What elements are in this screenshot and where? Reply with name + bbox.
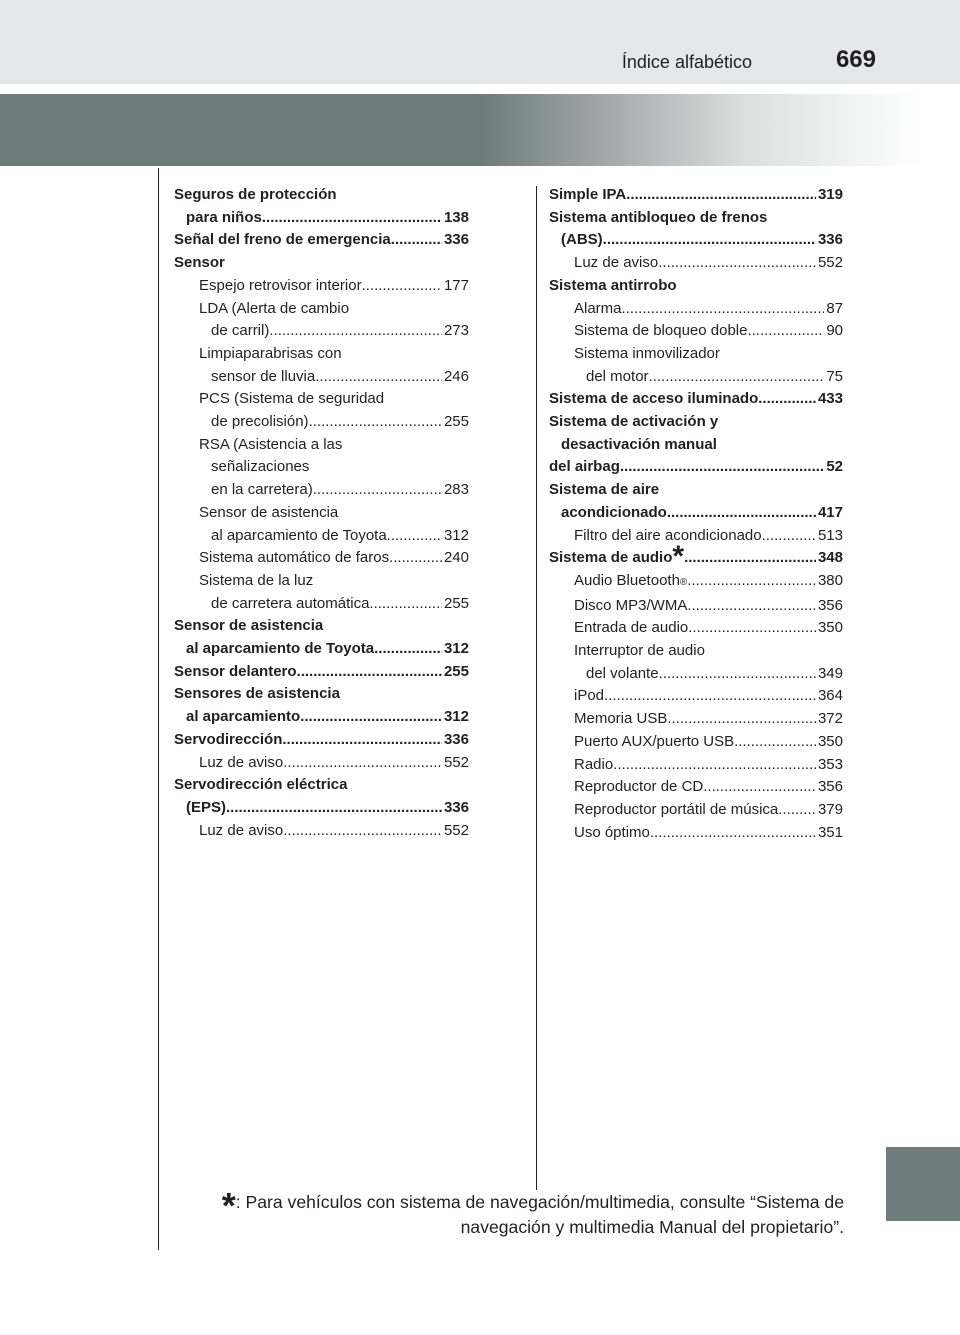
index-entry: Sistema de audio * ..... 348 — [549, 547, 843, 570]
index-entry-text: Sensores de asistencia — [174, 685, 340, 703]
index-entry — [174, 706, 469, 729]
index-entry-text: Alarma — [574, 299, 622, 317]
index-entry-text: sensor de lluvia — [211, 367, 316, 385]
index-entry — [549, 617, 843, 640]
index-entry-page: 356 — [817, 596, 843, 614]
index-entry-text: al aparcamiento de Toyota — [186, 640, 375, 658]
index-entry — [549, 685, 843, 708]
dot-leader — [762, 525, 816, 548]
index-entry-text: PCS (Sistema de seguridad — [199, 390, 385, 408]
index-entry-text: Servodirección eléctrica — [174, 776, 348, 794]
dot-leader — [315, 366, 442, 389]
index-entry-page: 246 — [443, 367, 469, 385]
index-entry — [549, 776, 843, 799]
index-entry — [549, 411, 843, 434]
index-entry — [549, 799, 843, 822]
index-entry-page: 312 — [443, 526, 469, 544]
index-entry-page: 353 — [817, 755, 843, 773]
page-number: 669 — [835, 46, 876, 73]
index-entry — [549, 640, 843, 663]
index-entry-text: al aparcamiento de Toyota — [211, 526, 387, 544]
index-entry — [174, 752, 469, 775]
index-entry-text: del motor — [586, 367, 649, 385]
index-entry-page: 417 — [817, 503, 843, 521]
index-entry-page: 52 — [826, 458, 843, 476]
index-entry — [549, 754, 843, 777]
index-entry — [549, 298, 843, 321]
index-entry-text: Uso óptimo — [574, 823, 650, 841]
index-entry-text: Reproductor de CD — [574, 778, 704, 796]
index-entry-text: para niños — [186, 208, 262, 226]
index-entry — [174, 229, 469, 252]
index-entry — [174, 298, 469, 321]
index-entry-page: 379 — [817, 800, 843, 818]
index-entry — [549, 731, 843, 754]
index-entry-text: Filtro del aire acondicionado — [574, 526, 762, 544]
index-entry — [549, 456, 843, 479]
header-banner — [0, 94, 960, 166]
index-entry-text: Sensor de asistencia — [174, 617, 324, 635]
index-entry — [549, 663, 843, 686]
dot-leader — [703, 776, 816, 799]
index-entry-text: iPod — [574, 687, 605, 705]
index-entry-text: Sensor de asistencia — [199, 503, 339, 521]
index-entry-page: 177 — [443, 276, 469, 294]
index-entry — [174, 411, 469, 434]
header-bar — [0, 0, 960, 84]
dot-leader — [283, 752, 442, 775]
index-entry — [549, 184, 843, 207]
index-entry-text: Espejo retrovisor interior — [199, 276, 362, 294]
index-entry-page: 312 — [443, 640, 469, 658]
index-entry-text: Reproductor portátil de música — [574, 800, 779, 818]
index-entry — [174, 275, 469, 298]
index-entry-text: Servodirección — [174, 730, 283, 748]
index-entry — [549, 343, 843, 366]
dot-leader — [391, 229, 442, 252]
index-entry-page: 552 — [443, 753, 469, 771]
index-entry — [174, 343, 469, 366]
dot-leader — [313, 479, 442, 502]
index-entry — [549, 275, 843, 298]
dot-leader — [283, 820, 442, 843]
index-entry-text: Sensor — [174, 254, 225, 272]
dot-leader — [650, 822, 816, 845]
index-entry-text: Audio Bluetooth — [574, 571, 680, 589]
index-entry — [549, 207, 843, 230]
index-entry-page: 87 — [826, 299, 843, 317]
index-entry-text: de carretera automática — [211, 594, 370, 612]
index-entry-text: acondicionado — [561, 503, 667, 521]
index-entry-page: 433 — [817, 390, 843, 408]
index-entry-text: Luz de aviso — [574, 254, 659, 272]
index-entry-page: 348 — [817, 549, 843, 567]
dot-leader — [369, 593, 442, 616]
index-entry-page: 350 — [817, 619, 843, 637]
index-entry — [174, 729, 469, 752]
index-entry — [549, 252, 843, 275]
index-entry — [174, 456, 469, 479]
index-entry — [174, 207, 469, 230]
index-column-left — [174, 184, 469, 842]
index-entry-text: Sistema automático de faros — [199, 549, 390, 567]
index-entry — [174, 638, 469, 661]
index-entry — [174, 525, 469, 548]
index-entry — [174, 797, 469, 820]
index-entry — [174, 479, 469, 502]
footnote-marker: * — [221, 1185, 236, 1226]
index-entry-page: 255 — [443, 594, 469, 612]
dot-leader — [226, 797, 442, 820]
index-entry-text: Seguros de protección — [174, 186, 337, 203]
dot-leader — [778, 799, 816, 822]
index-entry-text: (EPS) — [186, 798, 227, 816]
index-entry — [549, 525, 843, 548]
dot-leader — [622, 298, 825, 321]
index-entry-text: Luz de aviso — [199, 753, 284, 771]
index-entry-text: Sistema inmovilizador — [574, 344, 720, 362]
dot-leader — [613, 754, 816, 777]
dot-leader — [374, 638, 442, 661]
index-entry-text: Sistema antibloqueo de frenos — [549, 208, 768, 226]
index-entry — [174, 593, 469, 616]
index-entry-text: Radio — [574, 755, 614, 773]
section-title: Índice alfabético — [621, 52, 752, 72]
dot-leader — [620, 456, 824, 479]
index-entry-text: desactivación manual — [561, 435, 717, 453]
section-tab-marker — [886, 1147, 960, 1221]
index-entry-text: RSA (Asistencia a las — [199, 435, 343, 453]
index-entry-text: en la carretera) — [211, 481, 313, 499]
index-entry-page: 336 — [443, 231, 469, 249]
index-entry — [174, 252, 469, 275]
index-entry-page: 336 — [443, 730, 469, 748]
index-entry-text: Señal del freno de emergencia — [174, 231, 391, 249]
footnote — [196, 1185, 844, 1240]
index-entry-text: del volante — [586, 664, 659, 682]
dot-leader — [688, 617, 816, 640]
dot-leader — [604, 685, 816, 708]
index-entry-page: 255 — [443, 662, 469, 680]
index-entry-page: 336 — [817, 231, 843, 249]
index-entry-text: Sistema antirrobo — [549, 276, 677, 294]
dot-leader — [262, 207, 442, 230]
index-entry — [174, 388, 469, 411]
dot-leader — [603, 229, 816, 252]
index-entry — [174, 661, 469, 684]
index-entry-page: 349 — [817, 664, 843, 682]
index-entry — [174, 366, 469, 389]
dot-leader — [282, 729, 442, 752]
dot-leader — [387, 525, 442, 548]
index-entry-page: 336 — [443, 798, 469, 816]
index-entry — [174, 184, 469, 207]
index-entry-text: Limpiaparabrisas con — [199, 344, 342, 362]
index-entry-text: Sistema de activación y — [549, 413, 719, 431]
index-entry-text: Puerto AUX/puerto USB — [574, 732, 735, 750]
index-entry-page: 372 — [817, 710, 843, 728]
index-entry-page: 351 — [817, 823, 843, 841]
left-margin-rule — [158, 168, 159, 1250]
dot-leader — [626, 184, 816, 207]
index-entry-text: al aparcamiento — [186, 708, 301, 726]
index-entry — [174, 683, 469, 706]
footnote-line-1: *: Para vehículos con sistema de navegación/multimedia, consulte “Sistema de — [221, 1185, 844, 1226]
index-entry — [174, 434, 469, 457]
index-entry-page: 312 — [443, 708, 469, 726]
index-entry-page: 380 — [817, 571, 843, 589]
index-entry-text: Sensor delantero — [174, 662, 297, 680]
dot-leader — [687, 595, 816, 618]
index-entry-text: Simple IPA — [549, 186, 627, 203]
index-entry-text: Sistema de la luz — [199, 571, 314, 589]
dot-leader — [684, 547, 816, 570]
index-entry-page: 90 — [826, 322, 843, 340]
index-entry — [549, 366, 843, 389]
index-entry-text: Luz de aviso — [199, 821, 284, 839]
dot-leader — [734, 731, 816, 754]
dot-leader — [687, 570, 816, 593]
dot-leader — [658, 252, 816, 275]
index-entry — [549, 229, 843, 252]
index-entry-page: 75 — [826, 367, 843, 385]
index-entry-page: 138 — [443, 208, 469, 226]
index-entry-text: Entrada de audio — [574, 619, 689, 637]
index-entry — [174, 615, 469, 638]
dot-leader — [309, 411, 442, 434]
index-entry-page: 283 — [443, 481, 469, 499]
index-entry-text: Sistema de acceso iluminado — [549, 390, 759, 408]
index-entry-text: LDA (Alerta de cambio — [199, 299, 350, 317]
index-entry — [174, 320, 469, 343]
registered-mark: ® — [679, 576, 688, 588]
footnote-line-2: navegación y multimedia Manual del propietario”. — [460, 1217, 844, 1237]
index-entry-page: 356 — [817, 778, 843, 796]
index-entry — [549, 570, 843, 595]
index-entry-text: Disco MP3/WMA — [574, 596, 688, 614]
index-entry-text: del airbag — [549, 458, 620, 476]
index-entry — [174, 502, 469, 525]
index-entry — [174, 774, 469, 797]
index-entry-text: señalizaciones — [211, 458, 310, 476]
index-entry — [549, 434, 843, 457]
dot-leader — [667, 502, 816, 525]
index-entry-page: 552 — [817, 254, 843, 272]
index-entry-text: Sistema de audio — [549, 549, 673, 567]
dot-leader — [300, 706, 442, 729]
index-entry — [174, 570, 469, 593]
index-entry — [549, 320, 843, 343]
index-entry-page: 240 — [443, 549, 469, 567]
index-entry-text: Interruptor de audio — [574, 642, 705, 660]
index-entry — [549, 822, 843, 845]
dot-leader — [758, 388, 816, 411]
index-entry-page: 319 — [817, 186, 843, 203]
dot-leader — [649, 366, 825, 389]
index-entry-page: 552 — [443, 821, 469, 839]
index-entry-page: 273 — [443, 322, 469, 340]
index-entry-text: (ABS) — [561, 231, 603, 249]
index-column-right — [549, 184, 843, 844]
index-entry — [549, 595, 843, 618]
index-entry-text: Sistema de aire — [549, 481, 660, 499]
dot-leader — [362, 275, 442, 298]
index-entry — [549, 502, 843, 525]
dot-leader — [667, 708, 816, 731]
column-divider — [536, 186, 537, 1190]
index-entry-text: Memoria USB — [574, 710, 668, 728]
dot-leader — [297, 661, 442, 684]
index-entry — [549, 708, 843, 731]
index-entry-text: de precolisión) — [211, 413, 309, 431]
index-entry-page: 255 — [443, 413, 469, 431]
dot-leader — [659, 663, 816, 686]
index-entry-page: 513 — [817, 526, 843, 544]
index-entry-text: Sistema de bloqueo doble — [574, 322, 748, 340]
dot-leader — [747, 320, 824, 343]
index-entry-page: 364 — [817, 687, 843, 705]
index-entry-text: de carril) — [211, 322, 270, 340]
index-entry — [174, 547, 469, 570]
dot-leader — [269, 320, 442, 343]
index-entry — [549, 479, 843, 502]
index-entry-page: 350 — [817, 732, 843, 750]
index-entry — [174, 820, 469, 843]
index-entry — [549, 388, 843, 411]
dot-leader — [389, 547, 442, 570]
